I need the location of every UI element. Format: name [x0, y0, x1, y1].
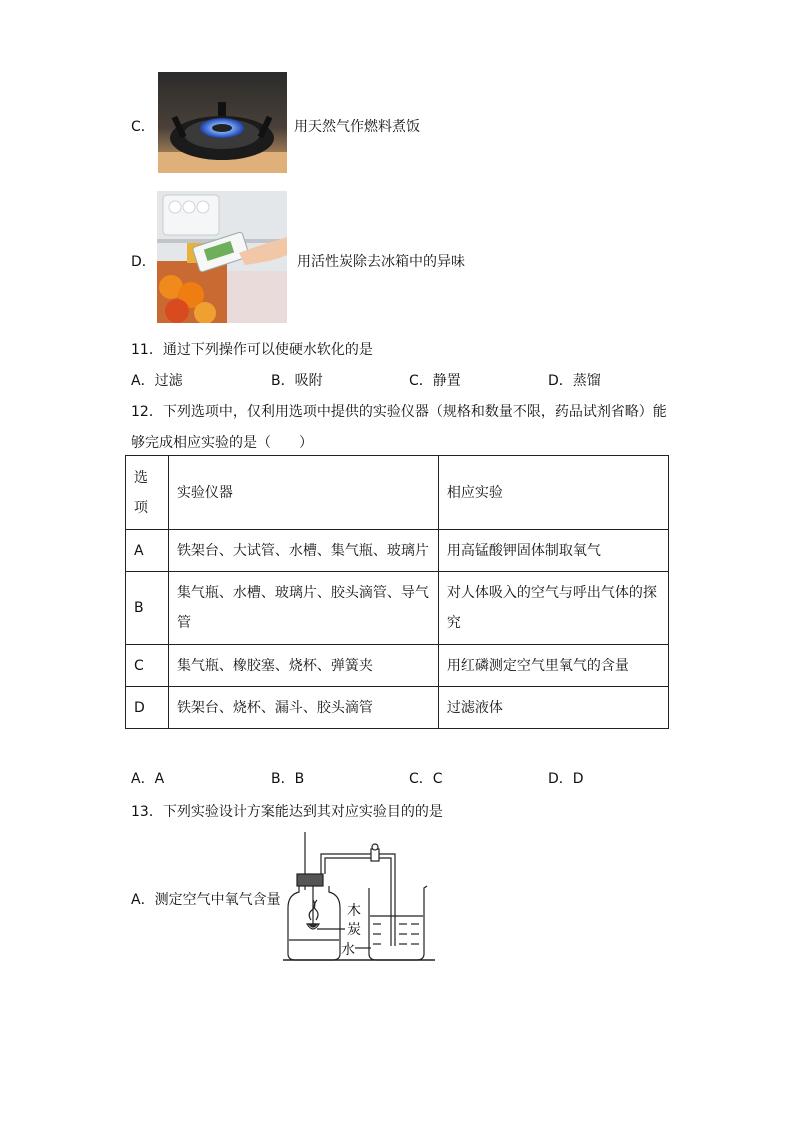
q11-choice-c[interactable]: C．静置	[409, 373, 461, 389]
rubber-stopper	[297, 874, 323, 886]
row-experiment: 用红磷测定空气里氧气的含量	[438, 645, 668, 687]
q13-option-a[interactable]: A．测定空气中氧气含量	[131, 892, 281, 908]
question-13-stem: 13．下列实验设计方案能达到其对应实验目的的是	[131, 804, 443, 820]
row-instruments: 铁架台、大试管、水槽、集气瓶、玻璃片	[168, 530, 438, 572]
label-water: 水	[341, 942, 355, 958]
collecting-bottle	[288, 886, 340, 960]
table-row	[126, 687, 669, 729]
question-12-stem-line2: 够完成相应实验的是（ ）	[131, 435, 313, 451]
q12-choice-c[interactable]: C．C	[409, 771, 443, 787]
header-option: 选项	[126, 456, 169, 530]
row-option: C	[126, 645, 169, 687]
option-d-letter: D．	[131, 254, 156, 270]
table-row	[126, 572, 669, 645]
row-instruments: 集气瓶、水槽、玻璃片、胶头滴管、导气管	[168, 572, 438, 645]
spring-clamp	[371, 849, 379, 861]
question-11-stem: 11．通过下列操作可以使硬水软化的是	[131, 342, 373, 358]
row-experiment: 对人体吸入的空气与呼出气体的探究	[438, 572, 668, 645]
q12-choice-b[interactable]: B．B	[271, 771, 305, 787]
row-instruments: 铁架台、烧杯、漏斗、胶头滴管	[168, 687, 438, 729]
row-experiment: 用高锰酸钾固体制取氧气	[438, 530, 668, 572]
table-row	[126, 645, 669, 687]
header-experiment: 相应实验	[438, 456, 668, 530]
row-option: D	[126, 687, 169, 729]
experiment-table	[125, 455, 669, 729]
q12-choice-a[interactable]: A．A	[131, 771, 165, 787]
q12-choice-d[interactable]: D．D	[548, 771, 584, 787]
q11-choice-a[interactable]: A．过滤	[131, 373, 183, 389]
beaker	[369, 886, 427, 960]
oxygen-content-apparatus-diagram	[283, 828, 438, 964]
label-charcoal-1: 木	[347, 903, 361, 919]
fridge-charcoal-photo	[157, 191, 287, 323]
table-row	[126, 530, 669, 572]
row-option: B	[126, 572, 169, 645]
option-c-text: 用天然气作燃料煮饭	[294, 119, 420, 135]
option-c-letter: C．	[131, 119, 155, 135]
header-instruments: 实验仪器	[168, 456, 438, 530]
q11-choice-b[interactable]: B．吸附	[271, 373, 323, 389]
gas-stove-photo	[158, 72, 287, 173]
row-experiment: 过滤液体	[438, 687, 668, 729]
label-charcoal-2: 炭	[347, 922, 361, 938]
q11-choice-d[interactable]: D．蒸馏	[548, 373, 601, 389]
option-d-text: 用活性炭除去冰箱中的异味	[297, 254, 465, 270]
row-option: A	[126, 530, 169, 572]
question-12-stem-line1: 12．下列选项中，仅利用选项中提供的实验仪器（规格和数量不限，药品试剂省略）能	[131, 404, 667, 420]
table-header-row	[126, 456, 669, 530]
row-instruments: 集气瓶、橡胶塞、烧杯、弹簧夹	[168, 645, 438, 687]
